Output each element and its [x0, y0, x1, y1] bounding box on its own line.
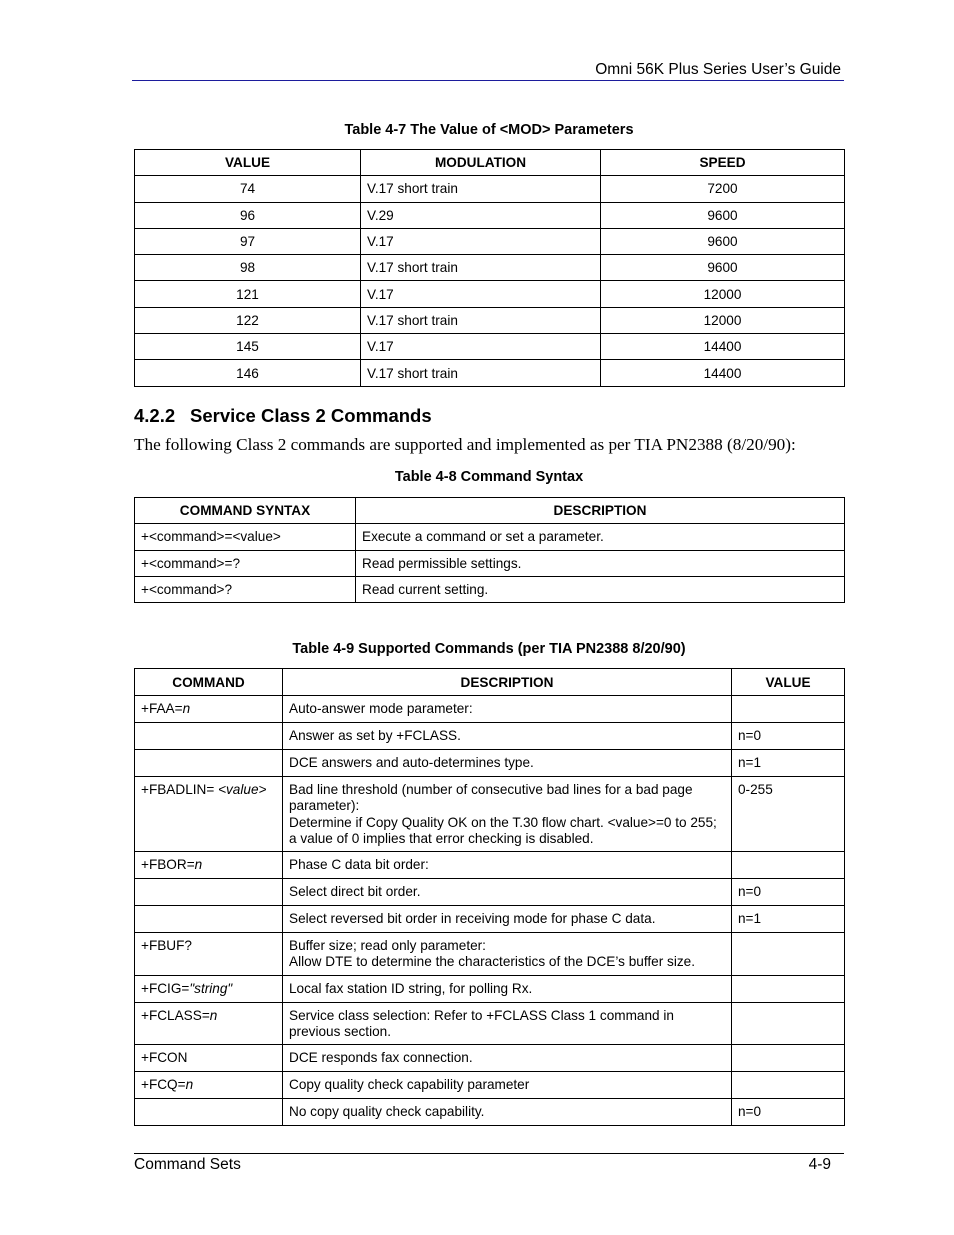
description-line: DCE answers and auto-determines type. [289, 755, 534, 770]
table-row [135, 228, 845, 254]
value-cell [732, 933, 845, 976]
modulation-cell: V.17 [361, 228, 601, 254]
value-cell: 98 [135, 255, 361, 281]
description-line: Buffer size; read only parameter: [289, 938, 486, 954]
value-cell [732, 1072, 845, 1099]
command-argument: n [194, 857, 203, 873]
command-cell [135, 852, 283, 879]
command-syntax-table [134, 497, 845, 603]
description-cell [283, 723, 732, 750]
modulation-cell: V.29 [361, 202, 601, 228]
command-name: +FBOR= [141, 857, 195, 873]
description-line: Auto-answer mode parameter: [289, 701, 473, 716]
value-cell [732, 852, 845, 879]
description-cell [283, 879, 732, 906]
command-cell [135, 879, 283, 906]
command-argument: n [182, 701, 191, 716]
speed-cell: 12000 [601, 281, 845, 307]
description-line: Local fax station ID string, for polling Rx. [289, 980, 533, 996]
table-row [135, 723, 845, 750]
modulation-cell: V.17 short train [361, 307, 601, 333]
description-line: Copy quality check capability parameter [289, 1077, 530, 1093]
description-line: Select direct bit order. [289, 884, 421, 900]
table-row [135, 696, 845, 723]
column-header: VALUE [135, 150, 361, 176]
footer-page-number: 4-9 [808, 1156, 831, 1173]
description-cell [283, 1002, 732, 1045]
command-cell [135, 1072, 283, 1099]
description-cell [283, 1072, 732, 1099]
table-row [135, 879, 845, 906]
description-cell [283, 777, 732, 852]
value-cell: n=0 [732, 1099, 845, 1126]
description-cell [283, 696, 732, 723]
command-cell [135, 696, 283, 723]
speed-cell: 14400 [601, 334, 845, 360]
value-cell: 146 [135, 360, 361, 386]
column-header: VALUE [732, 669, 845, 696]
value-cell [732, 975, 845, 1002]
command-argument: n [185, 1077, 194, 1093]
description-line: DCE responds fax connection. [289, 1050, 473, 1066]
speed-cell: 9600 [601, 255, 845, 281]
footer-rule [134, 1153, 844, 1154]
table-row [135, 576, 845, 602]
syntax-cell: +<command>=<value> [135, 524, 356, 550]
description-cell: Read current setting. [356, 576, 845, 602]
value-cell: 145 [135, 334, 361, 360]
command-cell [135, 1045, 283, 1072]
speed-cell: 12000 [601, 307, 845, 333]
modulation-cell: V.17 short train [361, 176, 601, 202]
table-row [135, 334, 845, 360]
table-row [135, 852, 845, 879]
syntax-cell: +<command>=? [135, 550, 356, 576]
value-cell: n=0 [732, 723, 845, 750]
value-cell: 74 [135, 176, 361, 202]
value-cell: 122 [135, 307, 361, 333]
value-cell [732, 1045, 845, 1072]
column-header: DESCRIPTION [356, 498, 845, 524]
description-cell [283, 852, 732, 879]
section-title: Service Class 2 Commands [190, 405, 432, 426]
speed-cell: 9600 [601, 202, 845, 228]
description-line: Allow DTE to determine the characteristics of the DCE’s buffer size. [289, 954, 695, 970]
table-row [135, 550, 845, 576]
table-4-8-caption: Table 4-8 Command Syntax [394, 469, 584, 485]
footer-section-name: Command Sets [134, 1156, 241, 1173]
supported-commands-table [134, 668, 845, 1126]
command-name: +FCQ= [141, 1077, 186, 1093]
syntax-cell: +<command>? [135, 576, 356, 602]
command-cell [135, 906, 283, 933]
table-row [135, 202, 845, 228]
speed-cell: 14400 [601, 360, 845, 386]
description-line: Select reversed bit order in receiving mode for phase C data. [289, 911, 656, 927]
table-row [135, 777, 845, 852]
command-argument: "string" [189, 980, 233, 996]
command-cell [135, 1002, 283, 1045]
column-header: SPEED [601, 150, 845, 176]
modulation-cell: V.17 [361, 334, 601, 360]
table-row [135, 1002, 845, 1045]
table-row [135, 281, 845, 307]
table-row [135, 906, 845, 933]
table-row [135, 750, 845, 777]
description-cell [283, 906, 732, 933]
description-cell: Read permissible settings. [356, 550, 845, 576]
description-line: Service class selection: Refer to +FCLASS Class 1 command in previous section. [289, 1007, 674, 1040]
command-cell [135, 750, 283, 777]
command-cell [135, 723, 283, 750]
description-cell [283, 933, 732, 976]
description-line: Phase C data bit order: [289, 857, 429, 873]
description-line: No copy quality check capability. [289, 1104, 485, 1120]
table-row [135, 975, 845, 1002]
command-name: +FCIG= [141, 980, 190, 996]
modulation-cell: V.17 [361, 281, 601, 307]
description-cell [283, 750, 732, 777]
command-cell [135, 933, 283, 976]
command-cell [135, 1099, 283, 1126]
table-row [135, 176, 845, 202]
table-row [135, 307, 845, 333]
value-cell [732, 1002, 845, 1045]
column-header: MODULATION [361, 150, 601, 176]
column-header: DESCRIPTION [283, 669, 732, 696]
table-row [135, 1045, 845, 1072]
description-cell [283, 975, 732, 1002]
value-cell: 96 [135, 202, 361, 228]
table-row [135, 933, 845, 976]
table-row [135, 360, 845, 386]
section-heading [134, 405, 432, 427]
modulation-cell: V.17 short train [361, 255, 601, 281]
table-row [135, 1099, 845, 1126]
speed-cell: 9600 [601, 228, 845, 254]
command-argument: <value> [218, 782, 267, 797]
value-cell [732, 696, 845, 723]
value-cell: n=1 [732, 750, 845, 777]
header-rule [132, 80, 844, 81]
description-cell: Execute a command or set a parameter. [356, 524, 845, 550]
command-cell [135, 777, 283, 852]
description-line: Answer as set by +FCLASS. [289, 728, 461, 743]
command-name: +FCLASS= [141, 1007, 210, 1023]
column-header: COMMAND SYNTAX [135, 498, 356, 524]
description-line: Determine if Copy Quality OK on the T.30 flow chart. <value>=0 to 255; a value of 0 implies that error checking is disabled. [289, 814, 717, 846]
table-row [135, 255, 845, 281]
value-cell: 0-255 [732, 777, 845, 852]
page-header-title: Omni 56K Plus Series User’s Guide [595, 61, 841, 78]
value-cell: 121 [135, 281, 361, 307]
modulation-cell: V.17 short train [361, 360, 601, 386]
description-line: Bad line threshold (number of consecutive bad lines for a bad page parameter): [289, 782, 693, 814]
command-name: +FCON [141, 1050, 188, 1066]
table-4-9-caption: Table 4-9 Supported Commands (per TIA PN2388 8/20/90) [292, 641, 686, 657]
value-cell: n=0 [732, 879, 845, 906]
value-cell: n=1 [732, 906, 845, 933]
command-name: +FBADLIN= [141, 782, 219, 797]
column-header: COMMAND [135, 669, 283, 696]
section-intro: The following Class 2 commands are supported and implemented as per TIA PN2388 (8/20/90): [134, 435, 796, 454]
value-cell: 97 [135, 228, 361, 254]
table-row [135, 1072, 845, 1099]
command-name: +FBUF? [141, 938, 192, 954]
description-cell [283, 1045, 732, 1072]
description-cell [283, 1099, 732, 1126]
command-argument: n [209, 1007, 218, 1023]
table-4-7-caption: Table 4-7 The Value of <MOD> Parameters [344, 122, 634, 138]
table-row [135, 524, 845, 550]
section-number: 4.2.2 [134, 405, 176, 426]
command-cell [135, 975, 283, 1002]
mod-parameters-table [134, 149, 845, 387]
speed-cell: 7200 [601, 176, 845, 202]
command-name: +FAA= [141, 701, 183, 716]
